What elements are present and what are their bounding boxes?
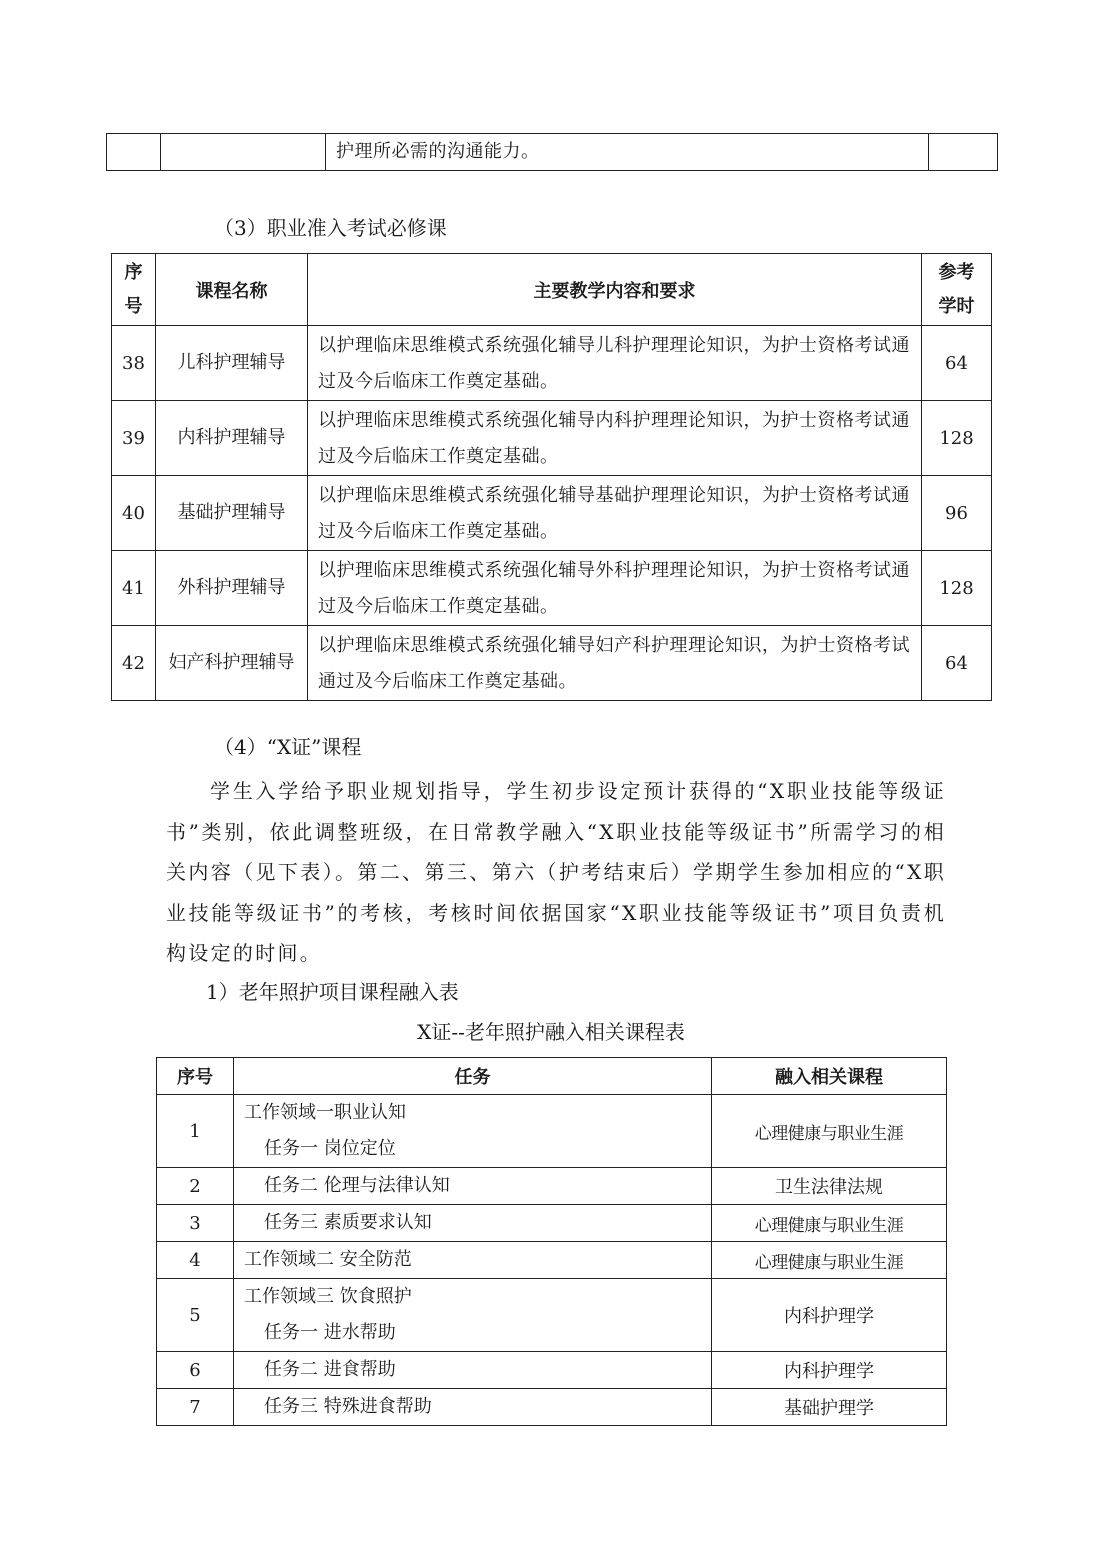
table-row xyxy=(112,401,992,476)
course-hours: 64 xyxy=(922,626,992,701)
course-content: 以护理临床思维模式系统强化辅导儿科护理理论知识，为护士资格考试通过及今后临床工作奠定基础。 xyxy=(308,326,922,401)
row-number: 2 xyxy=(157,1168,234,1205)
header-cell-hours xyxy=(922,254,992,326)
related-course: 内科护理学 xyxy=(712,1352,947,1389)
row-number: 7 xyxy=(157,1389,234,1426)
task-label: 任务三 特殊进食帮助 xyxy=(264,1396,432,1417)
header-text: 号 xyxy=(124,295,143,317)
task-cell xyxy=(234,1279,712,1352)
row-number: 38 xyxy=(112,326,156,401)
course-hours: 128 xyxy=(922,401,992,476)
header-cell-number xyxy=(112,254,156,326)
header-cell-course: 融入相关课程 xyxy=(712,1058,947,1095)
continuation-table xyxy=(106,133,998,171)
body-paragraph: 学生入学给予职业规划指导，学生初步设定预计获得的“X职业技能等级证书”类别，依此调整班级，在日常教学融入“X职业技能等级证书”所需学习的相关内容（见下表）。第二、第三、第六（护考结束后）学期学生参加相应的“X职业技能等级证书”的考核，考核时间依据国家“X职业技能等级证书”项目负责机构设定的时间。 xyxy=(166,779,946,965)
table-header-row xyxy=(157,1058,947,1095)
course-name: 妇产科护理辅导 xyxy=(156,626,308,701)
table-cell xyxy=(107,134,161,171)
task-cell xyxy=(234,1095,712,1168)
header-text: 参考 xyxy=(938,261,975,283)
course-content: 以护理临床思维模式系统强化辅导外科护理理论知识，为护士资格考试通过及今后临床工作奠定基础。 xyxy=(308,551,922,626)
section-heading: （4）“X证”课程 xyxy=(214,735,362,759)
course-name: 外科护理辅导 xyxy=(156,551,308,626)
table-row xyxy=(157,1242,947,1279)
header-text: 序 xyxy=(124,261,143,283)
table-row xyxy=(107,134,998,171)
task-cell xyxy=(234,1205,712,1242)
table-caption: X证--老年照护融入相关课程表 xyxy=(417,1020,685,1044)
related-course: 心理健康与职业生涯 xyxy=(712,1242,947,1279)
row-number: 41 xyxy=(112,551,156,626)
task-cell xyxy=(234,1168,712,1205)
course-name: 儿科护理辅导 xyxy=(156,326,308,401)
table-row xyxy=(112,626,992,701)
related-course: 心理健康与职业生涯 xyxy=(712,1095,947,1168)
row-number: 4 xyxy=(157,1242,234,1279)
header-text: 学时 xyxy=(938,295,975,317)
row-number: 40 xyxy=(112,476,156,551)
row-number: 3 xyxy=(157,1205,234,1242)
task-label: 任务一 岗位定位 xyxy=(264,1138,396,1159)
task-label: 任务一 进水帮助 xyxy=(264,1322,396,1343)
task-cell xyxy=(234,1242,712,1279)
header-cell-number: 序号 xyxy=(157,1058,234,1095)
table-cell: 护理所必需的沟通能力。 xyxy=(326,134,929,171)
related-course: 基础护理学 xyxy=(712,1389,947,1426)
related-course: 卫生法律法规 xyxy=(712,1168,947,1205)
course-hours: 64 xyxy=(922,326,992,401)
row-number: 39 xyxy=(112,401,156,476)
table-row xyxy=(157,1279,947,1352)
course-content: 以护理临床思维模式系统强化辅导内科护理理论知识，为护士资格考试通过及今后临床工作奠定基础。 xyxy=(308,401,922,476)
task-label: 任务二 进食帮助 xyxy=(264,1359,396,1380)
work-area-label: 工作领域三 饮食照护 xyxy=(244,1286,412,1307)
row-number: 1 xyxy=(157,1095,234,1168)
work-area-label: 工作领域一职业认知 xyxy=(244,1102,406,1123)
table-cell xyxy=(929,134,998,171)
task-label: 任务二 伦理与法律认知 xyxy=(264,1175,450,1196)
related-course: 心理健康与职业生涯 xyxy=(712,1205,947,1242)
header-cell-name: 课程名称 xyxy=(156,254,308,326)
x-certificate-table xyxy=(156,1057,947,1426)
section-heading: （3）职业准入考试必修课 xyxy=(214,216,447,240)
table-header-row xyxy=(112,254,992,326)
header-cell-task: 任务 xyxy=(234,1058,712,1095)
row-number: 6 xyxy=(157,1352,234,1389)
header-cell-content: 主要教学内容和要求 xyxy=(308,254,922,326)
table-row xyxy=(112,476,992,551)
table-row xyxy=(157,1205,947,1242)
table-row xyxy=(157,1168,947,1205)
course-content: 以护理临床思维模式系统强化辅导妇产科护理理论知识，为护士资格考试通过及今后临床工作奠定基础。 xyxy=(308,626,922,701)
course-name: 内科护理辅导 xyxy=(156,401,308,476)
course-hours: 96 xyxy=(922,476,992,551)
table-row xyxy=(112,551,992,626)
table-row xyxy=(112,326,992,401)
work-area-label: 工作领域二 安全防范 xyxy=(244,1249,412,1270)
course-name: 基础护理辅导 xyxy=(156,476,308,551)
sub-heading: 1）老年照护项目课程融入表 xyxy=(206,980,459,1004)
row-number: 5 xyxy=(157,1279,234,1352)
task-cell xyxy=(234,1352,712,1389)
task-label: 任务三 素质要求认知 xyxy=(264,1212,432,1233)
table-row xyxy=(157,1389,947,1426)
course-hours: 128 xyxy=(922,551,992,626)
related-course: 内科护理学 xyxy=(712,1279,947,1352)
row-number: 42 xyxy=(112,626,156,701)
required-course-table xyxy=(111,253,992,701)
task-cell xyxy=(234,1389,712,1426)
table-cell xyxy=(161,134,326,171)
table-row xyxy=(157,1095,947,1168)
course-content: 以护理临床思维模式系统强化辅导基础护理理论知识，为护士资格考试通过及今后临床工作奠定基础。 xyxy=(308,476,922,551)
table-row xyxy=(157,1352,947,1389)
